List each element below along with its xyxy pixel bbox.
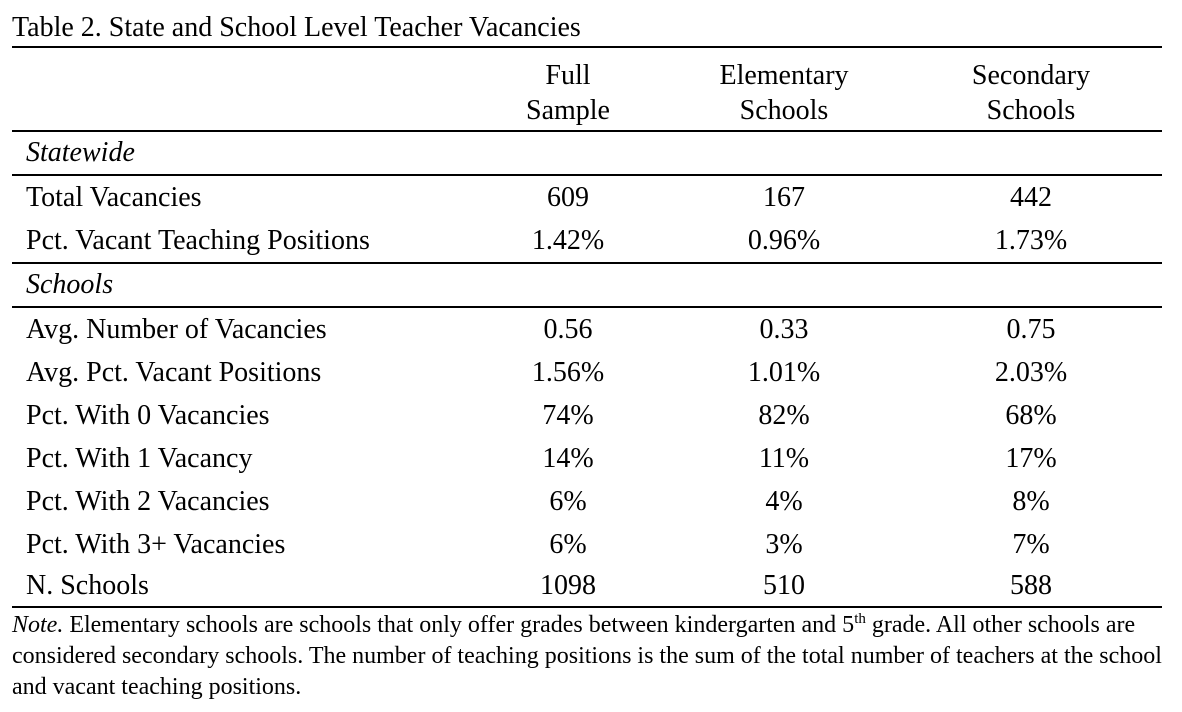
row-label: Pct. Vacant Teaching Positions (12, 219, 468, 263)
cell-elementary: 1.01% (747, 357, 821, 388)
row-label: Pct. With 0 Vacancies (26, 400, 270, 431)
cell-elementary: 82% (758, 400, 810, 431)
section-header-statewide: Statewide (12, 131, 1162, 175)
header-blank (12, 47, 468, 131)
note-text-1: Elementary schools are schools that only offer grades between kindergarten and 5 (63, 612, 855, 638)
cell-secondary: 68% (1005, 400, 1057, 431)
cell-elementary: 0.96% (668, 219, 900, 263)
column-header-elementary: Elementary Schools (719, 60, 849, 126)
cell-elementary: 510 (668, 566, 900, 607)
row-label: Pct. With 1 Vacancy (26, 443, 253, 474)
section-header-schools: Schools (12, 263, 1162, 307)
cell-full-sample: 14% (542, 443, 594, 474)
cell-full-sample: 0.56 (543, 314, 593, 345)
table-row (12, 437, 1162, 480)
cell-full-sample: 1098 (468, 566, 668, 607)
table-header-row (12, 47, 1162, 131)
column-header-secondary: Secondary Schools (971, 60, 1091, 126)
cell-full-sample: 1.56% (531, 357, 605, 388)
cell-secondary: 7% (1012, 529, 1050, 560)
row-label: Total Vacancies (26, 182, 202, 213)
cell-elementary: 4% (765, 486, 803, 517)
table-row (12, 219, 1162, 263)
note-text-2: grade. All other schools are considered secondary schools. The number of teaching positions is the sum of the total number of teachers at the school and vacant teaching positions. (12, 612, 1162, 700)
cell-elementary: 3% (765, 529, 803, 560)
table-title: Table 2. State and School Level Teacher Vacancies (12, 12, 581, 43)
column-header-full-sample: Full Sample (526, 60, 610, 126)
cell-secondary: 17% (1005, 443, 1057, 474)
row-label: Pct. With 2 Vacancies (26, 486, 270, 517)
cell-secondary: 588 (900, 566, 1162, 607)
cell-secondary: 0.75 (1006, 314, 1056, 345)
cell-secondary: 2.03% (994, 357, 1068, 388)
table-row (12, 480, 1162, 523)
table-row (12, 566, 1162, 607)
table-row (12, 175, 1162, 219)
table-row (12, 351, 1162, 394)
note-label: Note. (12, 612, 64, 638)
row-label: Avg. Number of Vacancies (26, 314, 327, 345)
cell-full-sample: 1.42% (468, 219, 668, 263)
row-label: Avg. Pct. Vacant Positions (26, 357, 322, 388)
cell-secondary: 8% (1012, 486, 1050, 517)
cell-elementary: 11% (758, 443, 810, 474)
cell-full-sample: 74% (542, 400, 594, 431)
cell-full-sample: 6% (549, 486, 587, 517)
row-label: Pct. With 3+ Vacancies (26, 529, 286, 560)
note-superscript: th (854, 611, 866, 627)
table-row (12, 307, 1162, 351)
cell-elementary: 167 (763, 182, 805, 213)
table-row (12, 523, 1162, 566)
cell-elementary: 0.33 (759, 314, 809, 345)
cell-full-sample: 609 (547, 182, 589, 213)
vacancies-table (12, 46, 1162, 608)
document-page (12, 10, 1162, 703)
cell-secondary: 442 (1010, 182, 1052, 213)
row-label: N. Schools (12, 566, 468, 607)
table-row (12, 394, 1162, 437)
cell-secondary: 1.73% (900, 219, 1162, 263)
table-note (12, 610, 1162, 703)
cell-full-sample: 6% (549, 529, 587, 560)
